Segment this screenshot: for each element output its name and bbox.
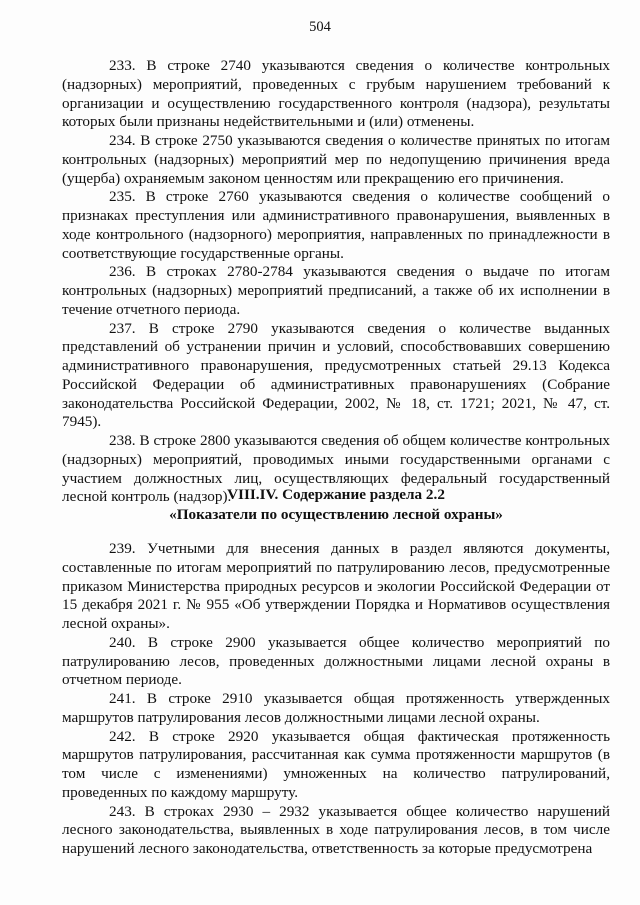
section-heading-subtitle: «Показатели по осуществлению лесной охраны» — [169, 506, 503, 523]
page-number: 504 — [309, 19, 331, 35]
paragraph-242: 242. В строке 2920 указывается общая фактическая протяженность маршрутов патрулирования, рассчитанная как сумма протяженности маршрутов (в том числе с изменениями) умноженных на количество патрулирований, проведенных по каждому маршруту. — [62, 727, 610, 801]
paragraph-233: 233. В строке 2740 указываются сведения о количестве контрольных (надзорных) мероприятий, проведенных с грубым нарушением требований к организации и осуществлению государственного контроля (надзора), результаты которых были признаны недействительными и (или) отменены. — [62, 57, 610, 131]
paragraph-240: 240. В строке 2900 указывается общее количество мероприятий по патрулированию лесов, проведенных должностными лицами лесной охраны в отчетном периоде. — [62, 633, 610, 689]
text-block-bottom — [62, 540, 610, 859]
paragraph-239: 239. Учетными для внесения данных в раздел являются документы, составленные по итогам мероприятий по патрулированию лесов, предусмотренные приказом Министерства природных ресурсов и экологии Российской Федерации от 15 декабря 2021 г. № 955 «Об утверждении Порядка и Нормативов осуществления лесной охраны». — [62, 540, 610, 632]
text-block-top — [62, 57, 610, 507]
paragraph-243: 243. В строках 2930 – 2932 указывается общее количество нарушений лесного законодательства, выявленных в ходе патрулирования лесов, в том числе нарушений лесного законодательства, ответственность за которые предусмотрена — [62, 802, 610, 857]
paragraph-237: 237. В строке 2790 указываются сведения о количестве выданных представлений об устранении причин и условий, способствовавших совершению административного правонарушения, предусмотренных статьей 29.13 Кодекса Российской Федерации об административных правонарушениях (Собрание законодательства Российской Федерации, 2002, № 18, ст. 1721; 2021, № 47, ст. 7945). — [62, 319, 610, 431]
section-heading-title: VIII.IV. Содержание раздела 2.2 — [227, 486, 445, 503]
paragraph-234: 234. В строке 2750 указываются сведения о количестве принятых по итогам контрольных (надзорных) мероприятий мер по недопущению причинения вреда (ущерба) охраняемым законом ценностям или прекращению его причинения. — [62, 132, 610, 187]
paragraph-241: 241. В строке 2910 указывается общая протяженность утвержденных маршрутов патрулирования лесов должностными лицами лесной охраны. — [62, 690, 610, 726]
paragraph-235: 235. В строке 2760 указываются сведения о количестве сообщений о признаках преступления или административного правонарушения, выявленных в ходе контрольного (надзорного) мероприятия, направленных по принадлежности в соответствующие государственные органы. — [62, 188, 610, 262]
paragraph-238: 238. В строке 2800 указываются сведения об общем количестве контрольных (надзорных) мероприятий, проводимых иными государственными органами с участием должностных лиц, осуществляющих федеральный государственный лесной контроль (надзор). — [62, 432, 610, 506]
paragraph-236: 236. В строках 2780-2784 указываются сведения о выдаче по итогам контрольных (надзорных) мероприятий предписаний, а также об их исполнении в течение отчетного периода. — [62, 263, 610, 318]
